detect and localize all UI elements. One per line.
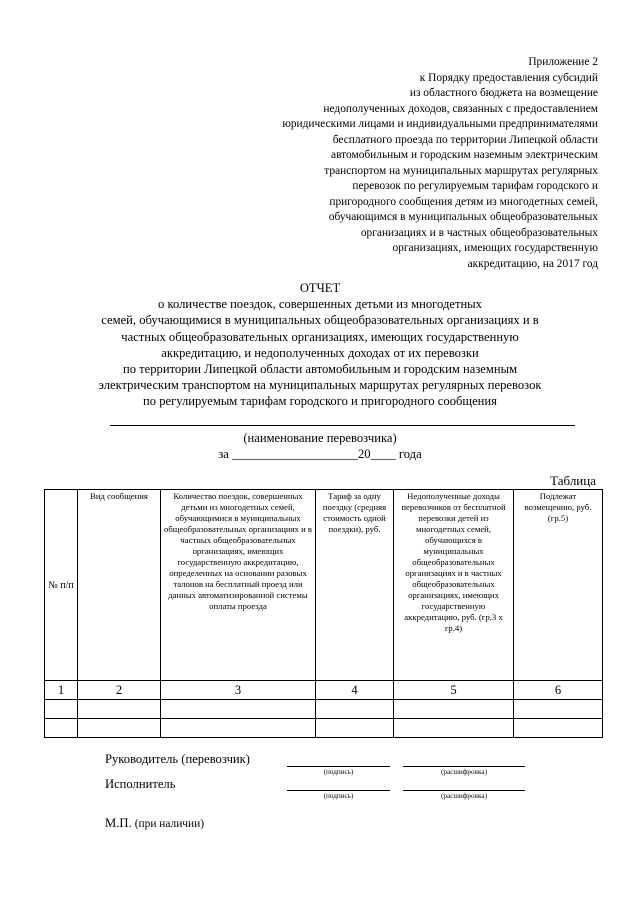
header-cell: Недополученные доходы перевозчиков от бесплатной перевозки детей из многодетных семей, обучающихся в муниципальных общеобразовательных организациях и в частных общеобразовательных организациях, имеющих государственную аккредитацию, руб. (гр.3 х гр.4): [394, 490, 514, 681]
table-cell[interactable]: [514, 700, 603, 719]
column-number: 1: [45, 681, 78, 700]
annex-line: из областного бюджета на возмещение: [409, 87, 598, 99]
header-cell: Количество поездок, совершенных детьми из многодетных семей, обучающимися в муниципальных общеобразовательных организациях и в частных общеобразовательных организациях, имеющих государственную аккредитацию, определенных на основании разовых талонов на бесплатный проезд или данных автоматизированной системы оплаты проезда: [161, 490, 316, 681]
executor-label: Исполнитель: [105, 777, 176, 791]
header-cell: Подлежат возмещению, руб. (гр.5): [514, 490, 603, 681]
head-decoding-line[interactable]: [403, 766, 525, 767]
table-cell[interactable]: [161, 700, 316, 719]
table-number-row: [45, 681, 603, 700]
executor-signature-line[interactable]: [287, 790, 390, 791]
executor-decoding-caption: (расшифровка): [441, 792, 487, 800]
annex-line: организациях и в частных общеобразовательных: [360, 226, 598, 239]
annex-line: транспортом на муниципальных маршрутах регулярных: [324, 164, 598, 177]
annex-line: к Порядку предоставления субсидий: [419, 71, 598, 84]
column-number: 3: [161, 681, 316, 700]
table-cell[interactable]: [45, 719, 78, 738]
annex-line: пригородного сообщения детям из многодетных семей,: [329, 195, 598, 208]
table-cell[interactable]: [78, 719, 161, 738]
table-cell[interactable]: [394, 700, 514, 719]
report-title-line: частных общеобразовательных организациях, имеющих государственную: [121, 329, 519, 344]
table-cell[interactable]: [394, 719, 514, 738]
column-number: 2: [78, 681, 161, 700]
annex-line: Приложение 2: [528, 56, 598, 68]
head-signature-caption: (подпись): [323, 768, 354, 776]
table-cell[interactable]: [45, 700, 78, 719]
annex-line: автомобильным и городским наземным электрическим: [331, 149, 598, 161]
header-cell: Вид сообщения: [78, 490, 161, 681]
head-label: Руководитель (перевозчик): [105, 752, 250, 766]
table-header-row: [45, 490, 603, 681]
report-title-line: о количестве поездок, совершенных детьми из многодетных: [158, 297, 482, 312]
executor-signature-caption: (подпись): [323, 792, 354, 800]
annex-line: обучающимся в муниципальных общеобразовательных: [328, 211, 598, 223]
report-title-line: аккредитацию, и недополученных доходах от их перевозки: [161, 345, 479, 360]
header-cell: Тариф за одну поездку (средняя стоимость одной поездки), руб.: [316, 490, 394, 681]
report-table: [44, 489, 603, 738]
carrier-name-line: [110, 425, 575, 426]
annex-block: [178, 55, 598, 272]
table-label: Таблица: [550, 473, 596, 488]
annex-line: перевозок по регулируемым тарифам городского и: [352, 180, 598, 192]
report-heading: ОТЧЕТ: [299, 281, 341, 295]
annex-line: юридическими лицами и индивидуальными предпринимателями: [282, 118, 598, 130]
head-decoding-caption: (расшифровка): [441, 768, 487, 776]
stamp-note: (при наличии): [134, 818, 205, 830]
report-title-line: электрическим транспортом на муниципальных маршрутах регулярных перевозок: [98, 378, 542, 393]
header-cell: № п/п: [45, 490, 78, 681]
table-cell[interactable]: [514, 719, 603, 738]
annex-line: организациях, имеющих государственную: [392, 242, 598, 254]
head-signature-line[interactable]: [287, 766, 390, 767]
report-period: за ____________________20____ года: [218, 447, 422, 461]
column-number: 4: [316, 681, 394, 700]
table-cell[interactable]: [316, 719, 394, 738]
annex-line: бесплатного проезда по территории Липецкой области: [332, 133, 598, 146]
carrier-caption: (наименование перевозчика): [243, 431, 397, 445]
report-title-line: по территории Липецкой области автомобильным и городским наземным: [122, 362, 518, 377]
report-title-line: по регулируемым тарифам городского и пригородного сообщения: [143, 394, 497, 409]
column-number: 6: [514, 681, 603, 700]
stamp-block: [105, 815, 204, 832]
column-number: 5: [394, 681, 514, 700]
report-title-block: [0, 280, 640, 410]
annex-line: аккредитацию, на 2017 год: [467, 257, 598, 270]
table-cell[interactable]: [161, 719, 316, 738]
table-row: [45, 719, 603, 738]
executor-decoding-line[interactable]: [403, 790, 525, 791]
table-cell[interactable]: [78, 700, 161, 719]
table-row: [45, 700, 603, 719]
annex-line: недополученных доходов, связанных с предоставлением: [323, 102, 598, 115]
table-cell[interactable]: [316, 700, 394, 719]
stamp-label: М.П.: [105, 816, 132, 830]
report-title-line: семей, обучающимися в муниципальных общеобразовательных организациях и в: [101, 313, 539, 328]
